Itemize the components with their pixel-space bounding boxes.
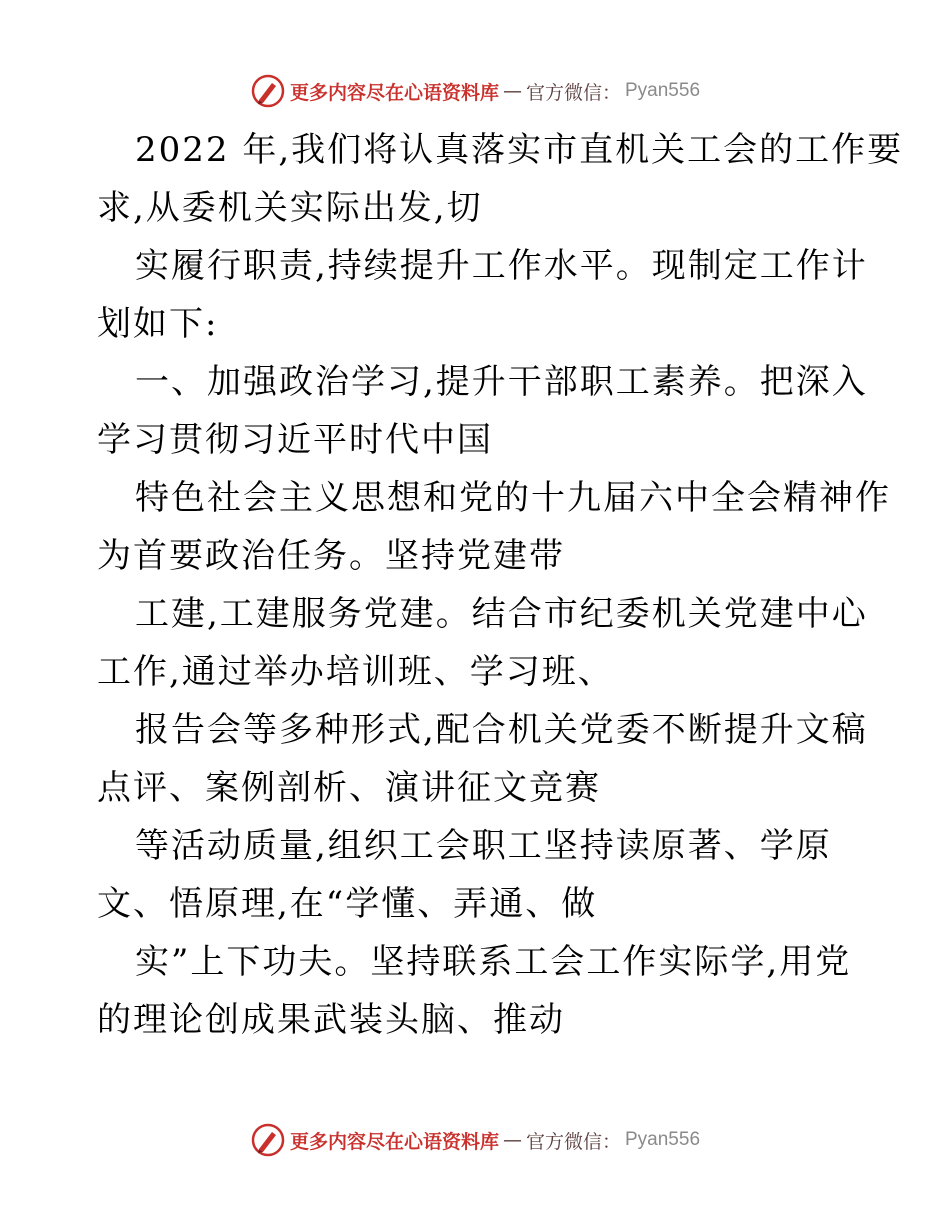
watermark-label: 官方微信： xyxy=(525,1130,621,1153)
watermark-separator: — xyxy=(502,1129,522,1151)
text-line: 文、悟原理,在“学懂、弄通、做 xyxy=(97,884,598,924)
text-line: 点评、案例剖析、演讲征文竞赛 xyxy=(97,768,601,808)
text-line: 工建,工建服务党建。结合市纪委机关党建中心 xyxy=(135,594,868,634)
footer-watermark xyxy=(0,1120,950,1160)
pen-logo-icon xyxy=(250,73,286,109)
text-line: 划如下: xyxy=(97,304,219,344)
text-line: 工作,通过举办培训班、学习班、 xyxy=(97,652,614,692)
text-line: 报告会等多种形式,配合机关党委不断提升文稿 xyxy=(135,710,868,750)
text-line: 为首要政治任务。坚持党建带 xyxy=(97,536,565,576)
text-line: 等活动质量,组织工会职工坚持读原著、学原 xyxy=(135,826,832,866)
text-line: 学习贯彻习近平时代中国 xyxy=(97,420,493,460)
header-watermark xyxy=(0,71,950,111)
watermark-brand: 更多内容尽在心语资料库 xyxy=(289,1130,499,1153)
watermark-account: Pyan556 xyxy=(625,80,701,101)
pen-logo-icon xyxy=(250,1122,286,1158)
text-line: 特色社会主义思想和党的十九届六中全会精神作 xyxy=(135,478,891,518)
text-line: 的理论创成果武装头脑、推动 xyxy=(97,1000,565,1040)
text-line: 实”上下功夫。坚持联系工会工作实际学,用党 xyxy=(135,942,852,982)
document-body xyxy=(97,121,904,1049)
text-line: 求,从委机关实际出发,切 xyxy=(97,188,483,228)
text-line: 2022 年,我们将认真落实市直机关工会的工作要 xyxy=(135,130,904,170)
text-line: 一、加强政治学习,提升干部职工素养。把深入 xyxy=(135,362,868,402)
watermark-account: Pyan556 xyxy=(625,1129,701,1150)
text-line: 实履行职责,持续提升工作水平。现制定工作计 xyxy=(135,246,868,286)
watermark-brand: 更多内容尽在心语资料库 xyxy=(289,81,499,104)
watermark-label: 官方微信： xyxy=(525,81,621,104)
watermark-separator: — xyxy=(502,80,522,102)
